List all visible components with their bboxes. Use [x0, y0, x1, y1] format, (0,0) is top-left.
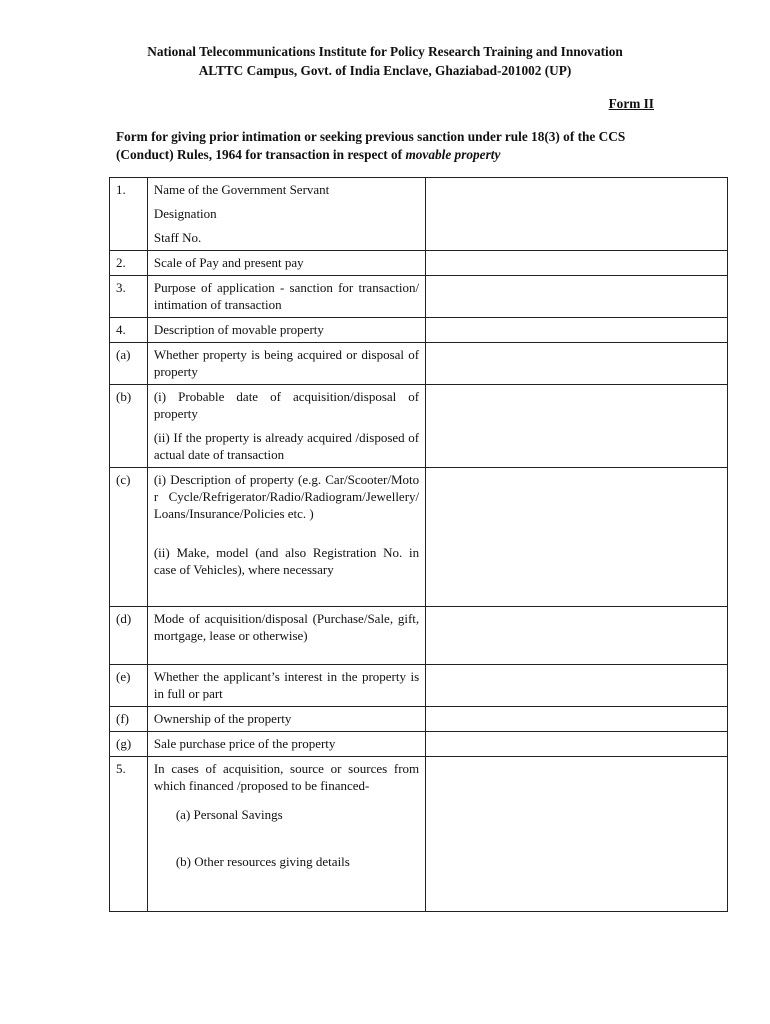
label-other-resources: (b) Other resources giving details: [175, 854, 350, 869]
answer-cell-acquired-or-disposed[interactable]: [426, 343, 728, 385]
row-number: 3.: [110, 276, 148, 318]
row-number: (a): [110, 343, 148, 385]
table-row: [110, 665, 728, 707]
answer-cell-mode[interactable]: [426, 607, 728, 665]
institute-name: National Telecommunications Institute for Policy Research Training and Innovation: [147, 44, 623, 59]
subject-text: Form for giving prior intimation or seeking previous sanction under rule 18(3) of the CCS (Conduct) Rules, 1964 for transaction in respect of: [116, 129, 626, 162]
answer-cell-property-details[interactable]: [426, 468, 728, 607]
answer-cell-description[interactable]: [426, 318, 728, 343]
answer-cell-name[interactable]: [426, 178, 728, 251]
label-property-description: (i) Description of property (e.g. Car/Scooter/Motor Cycle/Refrigerator/Radio/Radiogram/Jewellery/Loans/Insurance/Policies etc. ): [153, 472, 420, 521]
table-row: [110, 276, 728, 318]
table-row: [110, 251, 728, 276]
row-number: (c): [110, 468, 148, 607]
label-source-of-finance: In cases of acquisition, source or sources from which financed /proposed to be financed-: [153, 761, 420, 793]
row-number: (b): [110, 385, 148, 468]
label-make-model: (ii) Make, model (and also Registration No. in case of Vehicles), where necessary: [153, 545, 420, 577]
table-row: [110, 343, 728, 385]
answer-cell-purpose[interactable]: [426, 276, 728, 318]
institute-address: ALTTC Campus, Govt. of India Enclave, Ghaziabad-201002 (UP): [198, 63, 572, 78]
label-personal-savings: (a) Personal Savings: [175, 807, 283, 822]
row-label: Mode of acquisition/disposal (Purchase/Sale, gift, mortgage, lease or otherwise): [147, 607, 425, 665]
row-label: [147, 178, 425, 251]
row-number: 2.: [110, 251, 148, 276]
form-subject: [116, 128, 676, 164]
table-row: [110, 385, 728, 468]
row-number: 1.: [110, 178, 148, 251]
row-number: (e): [110, 665, 148, 707]
table-row: [110, 707, 728, 732]
label-actual-date: (ii) If the property is already acquired /disposed of actual date of transaction: [153, 430, 420, 462]
row-number: (g): [110, 732, 148, 757]
row-label: Ownership of the property: [147, 707, 425, 732]
property-form-table: [109, 177, 728, 912]
label-probable-date: (i) Probable date of acquisition/disposal of property: [153, 389, 420, 421]
form-number: Form II: [608, 96, 654, 111]
answer-cell-dates[interactable]: [426, 385, 728, 468]
table-row: [110, 468, 728, 607]
row-label: Scale of Pay and present pay: [147, 251, 425, 276]
row-label: Whether the applicant’s interest in the property is in full or part: [147, 665, 425, 707]
row-label: Description of movable property: [147, 318, 425, 343]
row-label: [147, 757, 425, 912]
row-label: Purpose of application - sanction for transaction/ intimation of transaction: [147, 276, 425, 318]
label-staff-no: Staff No.: [153, 230, 202, 245]
label-designation: Designation: [153, 206, 217, 221]
answer-cell-pay[interactable]: [426, 251, 728, 276]
label-name: Name of the Government Servant: [153, 182, 330, 197]
subject-emphasis: movable property: [405, 147, 501, 162]
row-label: Whether property is being acquired or disposal of property: [147, 343, 425, 385]
row-label: [147, 468, 425, 607]
answer-cell-interest[interactable]: [426, 665, 728, 707]
answer-cell-ownership[interactable]: [426, 707, 728, 732]
table-row: [110, 607, 728, 665]
answer-cell-finance[interactable]: [426, 757, 728, 912]
row-number: 5.: [110, 757, 148, 912]
table-row: [110, 318, 728, 343]
row-number: (f): [110, 707, 148, 732]
table-row: [110, 757, 728, 912]
row-label: Sale purchase price of the property: [147, 732, 425, 757]
row-number: (d): [110, 607, 148, 665]
row-label: [147, 385, 425, 468]
table-row: [110, 178, 728, 251]
answer-cell-price[interactable]: [426, 732, 728, 757]
table-row: [110, 732, 728, 757]
row-number: 4.: [110, 318, 148, 343]
